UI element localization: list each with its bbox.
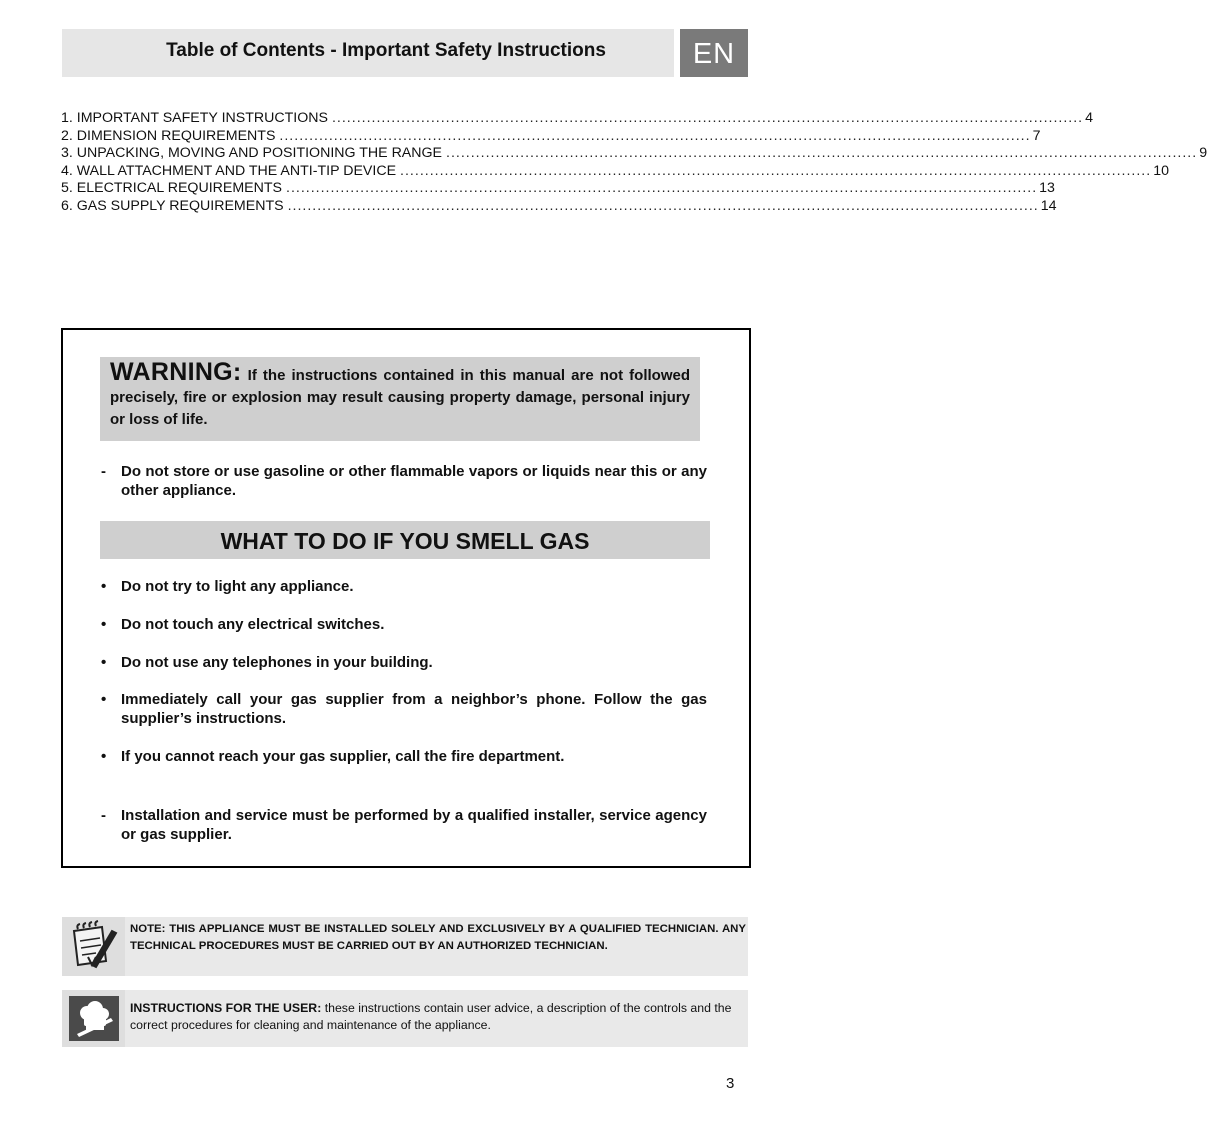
bullet-text: Immediately call your gas supplier from a neighbor’s phone. Follow the gas supplier’s instructions. [121, 691, 707, 727]
bullet-item [101, 653, 707, 672]
bullet-text: Do not use any telephones in your building. [121, 654, 433, 671]
chef-hat-icon [69, 996, 119, 1041]
toc-entry[interactable] [61, 180, 1055, 198]
toc-entry[interactable] [61, 145, 1207, 163]
toc-entry[interactable] [61, 127, 1041, 146]
language-badge: EN [680, 29, 748, 77]
toc-entry[interactable] [61, 162, 1169, 181]
toc-entry-page: 13 [1039, 180, 1055, 196]
dash-mark: - [101, 463, 106, 480]
dash-item [101, 806, 707, 844]
notepad-pencil-icon [62, 917, 125, 976]
toc-entry-title: 2. DIMENSION REQUIREMENTS [61, 127, 276, 144]
bullet-item [101, 690, 707, 728]
toc-leader: ........................................................................................................................................................ [279, 127, 1031, 144]
bullet-item [101, 747, 707, 766]
bullet-item [101, 577, 707, 596]
toc-entry-title: 1. IMPORTANT SAFETY INSTRUCTIONS [61, 110, 328, 126]
toc-entry-title: 6. GAS SUPPLY REQUIREMENTS [61, 197, 284, 214]
dash-item [101, 462, 707, 500]
note-icon-cell [62, 917, 125, 976]
gas-heading: WHAT TO DO IF YOU SMELL GAS [100, 521, 710, 559]
toc-entry-page: 14 [1040, 197, 1057, 214]
bullet-text: If you cannot reach your gas supplier, call the fire department. [121, 748, 565, 765]
toc-leader: ........................................................................................................................................................ [400, 162, 1152, 179]
toc-entry-page: 9 [1199, 145, 1207, 161]
toc-leader: ........................................................................................................................................................ [446, 145, 1198, 161]
page-title: Table of Contents - Important Safety Instructions [166, 40, 606, 61]
warning-text: If the instructions contained in this manual are not followed precisely, fire or explosion may result causing property damage, personal injury or loss of life. [110, 367, 690, 428]
safety-box [61, 328, 751, 868]
user-instructions-label: INSTRUCTIONS FOR THE USER: [130, 1001, 322, 1015]
page-number: 3 [726, 1075, 735, 1092]
user-instructions-body: these instructions contain user advice, a description of the controls and the correct procedures for cleaning and maintenance of the appliance. [130, 1001, 732, 1032]
toc-entry-title: 3. UNPACKING, MOVING AND POSITIONING THE RANGE [61, 145, 443, 161]
toc-entry-title: 4. WALL ATTACHMENT AND THE ANTI-TIP DEVICE [61, 162, 397, 179]
dash-item-text: Do not store or use gasoline or other flammable vapors or liquids near this or any other appliance. [121, 463, 707, 499]
note-text: NOTE: THIS APPLIANCE MUST BE INSTALLED SOLELY AND EXCLUSIVELY BY A QUALIFIED TECHNICIAN. ANY TECHNICAL PROCEDURES MUST BE CARRIED OUT BY AN AUTHORIZED TECHNICIAN. [130, 923, 746, 952]
bullet-mark: • [101, 691, 107, 708]
dash-mark: - [101, 807, 106, 824]
dash-item-text: Installation and service must be performed by a qualified installer, service agency or gas supplier. [121, 807, 707, 843]
bullet-text: Do not try to light any appliance. [121, 578, 354, 595]
toc-entry-page: 10 [1153, 162, 1169, 179]
toc-entry-page: 7 [1032, 127, 1041, 144]
header-bar [62, 29, 674, 77]
user-instructions-text [130, 1000, 746, 1034]
toc-entry-page: 4 [1085, 110, 1094, 126]
toc-entry[interactable] [61, 197, 1057, 216]
toc-entry-title: 5. ELECTRICAL REQUIREMENTS [61, 180, 283, 196]
bullet-mark: • [101, 578, 107, 595]
bullet-mark: • [101, 654, 107, 671]
user-icon-cell [62, 990, 125, 1047]
bullet-mark: • [101, 616, 107, 633]
warning-label: WARNING: [110, 358, 242, 386]
user-instructions-box [62, 990, 748, 1047]
note-box [62, 917, 748, 976]
bullet-item [101, 615, 707, 634]
warning-banner [100, 357, 700, 441]
table-of-contents [61, 110, 1207, 215]
toc-leader: ........................................................................................................................................................ [287, 197, 1039, 214]
toc-leader: ........................................................................................................................................................ [331, 110, 1084, 126]
toc-leader: ........................................................................................................................................................ [286, 180, 1038, 196]
toc-entry[interactable] [61, 110, 1094, 128]
bullet-text: Do not touch any electrical switches. [121, 616, 385, 633]
bullet-mark: • [101, 748, 107, 765]
